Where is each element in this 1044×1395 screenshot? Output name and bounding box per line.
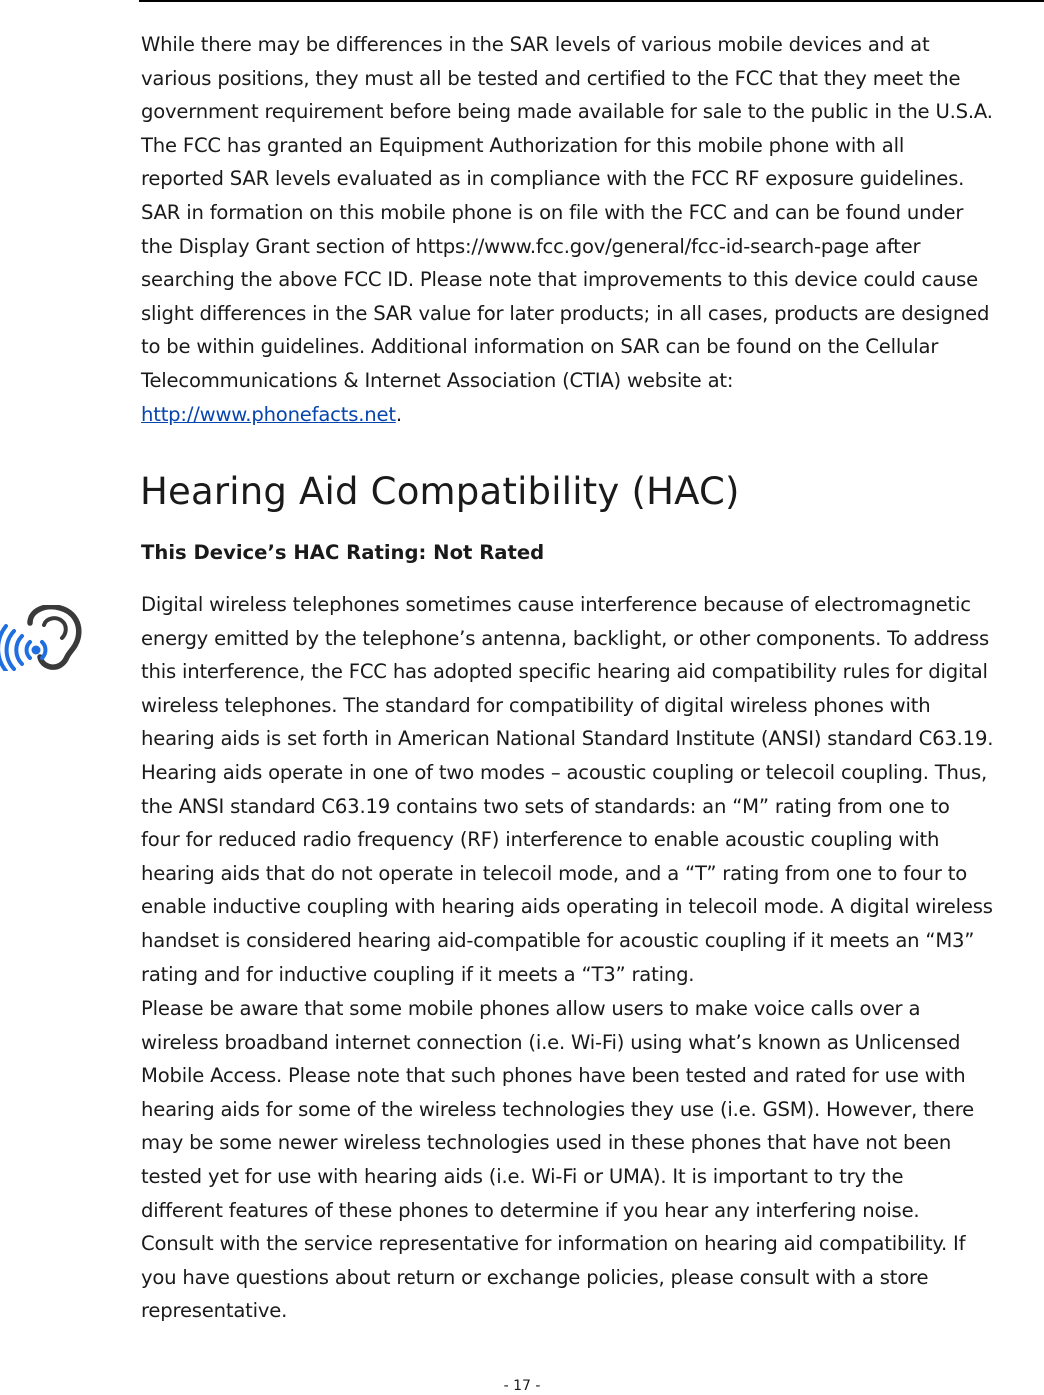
hac-line: energy emitted by the telephone’s antenna, backlight, or other components. To address	[141, 626, 989, 650]
hac-line: the ANSI standard C63.19 contains two sets of standards: an “M” rating from one to	[141, 794, 950, 818]
hac-line: hearing aids is set forth in American National Standard Institute (ANSI) standard C63.19.	[141, 727, 994, 751]
hac-line: Digital wireless telephones sometimes cause interference because of electromagnetic	[141, 593, 971, 616]
uma-line: may be some newer wireless technologies used in these phones that have not been	[141, 1131, 952, 1155]
hac-line: this interference, the FCC has adopted specific hearing aid compatibility rules for digital	[141, 660, 988, 684]
sar-line: the Display Grant section of https://www.fcc.gov/general/fcc-id-search-page after	[141, 234, 921, 258]
sar-line: SAR in formation on this mobile phone is on file with the FCC and can be found under	[141, 200, 964, 224]
top-rule	[139, 0, 1044, 2]
uma-paragraph	[141, 992, 1041, 1328]
uma-line: Please be aware that some mobile phones allow users to make voice calls over a	[141, 997, 921, 1020]
phonefacts-link-line	[141, 398, 1041, 432]
hac-paragraph	[141, 588, 1041, 991]
sar-line: While there may be differences in the SAR levels of various mobile devices and at	[141, 33, 930, 56]
hac-rating: This Device’s HAC Rating: Not Rated	[141, 541, 545, 564]
uma-line: different features of these phones to determine if you hear any interfering noise.	[141, 1198, 920, 1222]
uma-line: Mobile Access. Please note that such phones have been tested and rated for use with	[141, 1064, 966, 1088]
sar-line: various positions, they must all be tested and certified to the FCC that they meet the	[141, 66, 961, 90]
uma-line: you have questions about return or exchange policies, please consult with a store	[141, 1265, 929, 1289]
sar-line: slight differences in the SAR value for later products; in all cases, products are designed	[141, 301, 990, 325]
hac-line: handset is considered hearing aid-compatible for acoustic coupling if it meets an “M3”	[141, 928, 975, 952]
phonefacts-link[interactable]: http://www.phonefacts.net	[141, 402, 396, 426]
sar-line: reported SAR levels evaluated as in compliance with the FCC RF exposure guidelines.	[141, 167, 965, 191]
hac-line: enable inductive coupling with hearing aids operating in telecoil mode. A digital wireless	[141, 895, 993, 919]
hac-line: four for reduced radio frequency (RF) interference to enable acoustic coupling with	[141, 828, 940, 852]
sar-paragraph	[141, 28, 1041, 431]
uma-line: tested yet for use with hearing aids (i.e. Wi-Fi or UMA). It is important to try the	[141, 1164, 904, 1188]
page-number: - 17 -	[503, 1378, 541, 1394]
hac-line: rating and for inductive coupling if it meets a “T3” rating.	[141, 962, 695, 986]
uma-line: representative.	[141, 1299, 288, 1323]
uma-line: Consult with the service representative for information on hearing aid compatibility. If	[141, 1232, 966, 1256]
hac-heading: Hearing Aid Compatibility (HAC)	[140, 470, 740, 513]
sar-line: The FCC has granted an Equipment Authorization for this mobile phone with all	[141, 133, 905, 157]
link-suffix: .	[395, 402, 402, 426]
sar-line: searching the above FCC ID. Please note that improvements to this device could cause	[141, 268, 979, 292]
uma-line: hearing aids for some of the wireless technologies they use (i.e. GSM). However, there	[141, 1097, 974, 1121]
sar-line: government requirement before being made available for sale to the public in the U.S.A.	[141, 100, 993, 124]
hac-line: hearing aids that do not operate in telecoil mode, and a “T” rating from one to four to	[141, 861, 968, 885]
hac-line: Hearing aids operate in one of two modes – acoustic coupling or telecoil coupling. Thus,	[141, 760, 988, 784]
hearing-aid-icon	[0, 605, 84, 671]
uma-line: wireless broadband internet connection (i.e. Wi-Fi) using what’s known as Unlicensed	[141, 1030, 961, 1054]
sar-line: to be within guidelines. Additional information on SAR can be found on the Cellular	[141, 335, 939, 359]
sar-line: Telecommunications & Internet Association (CTIA) website at:	[141, 368, 734, 392]
hac-line: wireless telephones. The standard for compatibility of digital wireless phones with	[141, 693, 931, 717]
